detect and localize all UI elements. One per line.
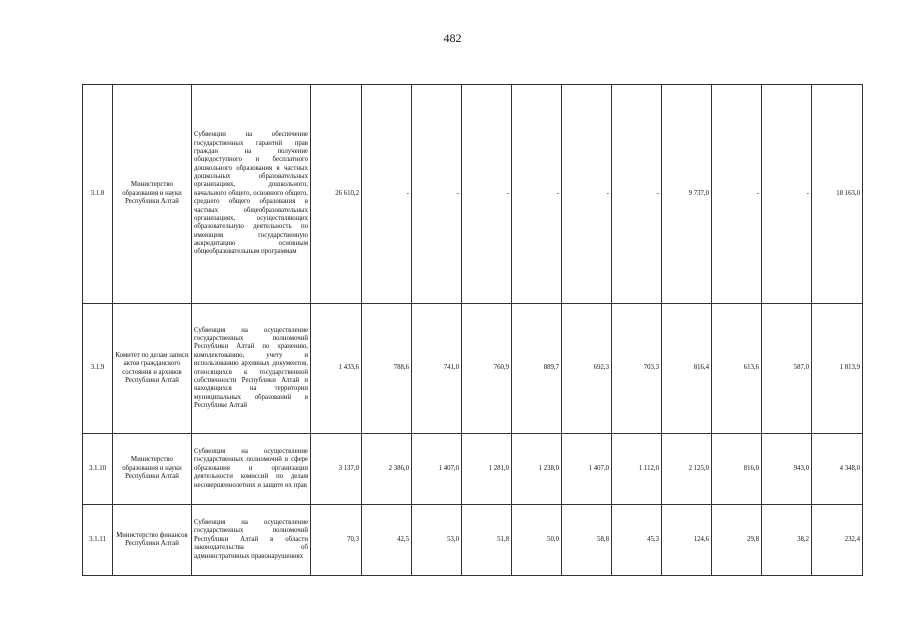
row-organization: Министерство образования и науки Республики Алтай [113, 434, 192, 505]
row-value: 38,2 [762, 505, 812, 576]
row-value: 58,8 [562, 505, 612, 576]
row-value: 692,3 [562, 304, 612, 434]
row-value: 943,0 [762, 434, 812, 505]
row-value: 3 137,0 [311, 434, 362, 505]
row-value: 42,5 [362, 505, 412, 576]
row-value: - [712, 85, 762, 304]
row-value: 4 348,0 [812, 434, 863, 505]
row-code: 3.1.9 [83, 304, 113, 434]
row-value: - [562, 85, 612, 304]
row-value: 889,7 [512, 304, 562, 434]
row-value: 1 281,0 [462, 434, 512, 505]
row-value: 50,0 [512, 505, 562, 576]
row-description: Субвенция на осуществление государственных полномочий в сфере образования и организации деятельности комиссий по делам несовершеннолетних и защите их прав [192, 434, 311, 505]
table-row [83, 434, 863, 505]
page-number: 482 [443, 31, 462, 45]
row-value: 760,9 [462, 304, 512, 434]
row-value: 816,0 [712, 434, 762, 505]
row-value: 741,0 [412, 304, 462, 434]
row-value: 587,0 [762, 304, 812, 434]
row-description: Субвенции на обеспечение государственных гарантий прав граждан на получение общедоступного и бесплатного дошкольного образования в частных дошкольных образовательных организациях, дошкольного, начального общего, основного общего, среднего общего образования в частных общеобразовательных организациях, осуществляющих образовательную деятельность по имеющим государственную аккредитацию основным общеобразовательным программам [192, 85, 311, 304]
row-value: 9 737,0 [662, 85, 712, 304]
row-value: - [412, 85, 462, 304]
table-row [83, 505, 863, 576]
row-description: Субвенция на осуществление государственных полномочий Республики Алтай в области законодательства об административных правонарушениях [192, 505, 311, 576]
row-value: 1 433,6 [311, 304, 362, 434]
row-organization: Министерство образования и науки Республики Алтай [113, 85, 192, 304]
row-value: 1 813,9 [812, 304, 863, 434]
row-value: 1 238,0 [512, 434, 562, 505]
row-code: 3.1.11 [83, 505, 113, 576]
table-row [83, 304, 863, 434]
row-value: 613,6 [712, 304, 762, 434]
subvention-table [82, 84, 863, 576]
row-value: 26 610,2 [311, 85, 362, 304]
row-value: 2 125,0 [662, 434, 712, 505]
row-value: - [512, 85, 562, 304]
row-value: 816,4 [662, 304, 712, 434]
row-value: - [462, 85, 512, 304]
row-value: 232,4 [812, 505, 863, 576]
table-row [83, 85, 863, 304]
row-value: 1 112,0 [612, 434, 662, 505]
row-value: 45,3 [612, 505, 662, 576]
row-code: 3.1.10 [83, 434, 113, 505]
row-organization: Министерство финансов Республики Алтай [113, 505, 192, 576]
row-code: 3.1.8 [83, 85, 113, 304]
row-value: - [762, 85, 812, 304]
row-value: 1 407,0 [562, 434, 612, 505]
row-value: 788,6 [362, 304, 412, 434]
row-value: 124,6 [662, 505, 712, 576]
row-value: 1 407,0 [412, 434, 462, 505]
row-value: 29,8 [712, 505, 762, 576]
row-value: 51,8 [462, 505, 512, 576]
row-value: 2 386,0 [362, 434, 412, 505]
row-organization: Комитет по делам записи актов гражданского состояния и архивов Республики Алтай [113, 304, 192, 434]
row-value: 70,3 [311, 505, 362, 576]
row-value: 703,3 [612, 304, 662, 434]
row-description: Субвенция на осуществление государственных полномочий Республики Алтай по хранению, комплектованию, учету и использованию архивных документов, относящихся к государственной собственности Республики Алтай и находящихся на территории муниципальных образований в Республике Алтай [192, 304, 311, 434]
row-value: - [612, 85, 662, 304]
row-value: - [362, 85, 412, 304]
row-value: 18 163,0 [812, 85, 863, 304]
row-value: 53,0 [412, 505, 462, 576]
